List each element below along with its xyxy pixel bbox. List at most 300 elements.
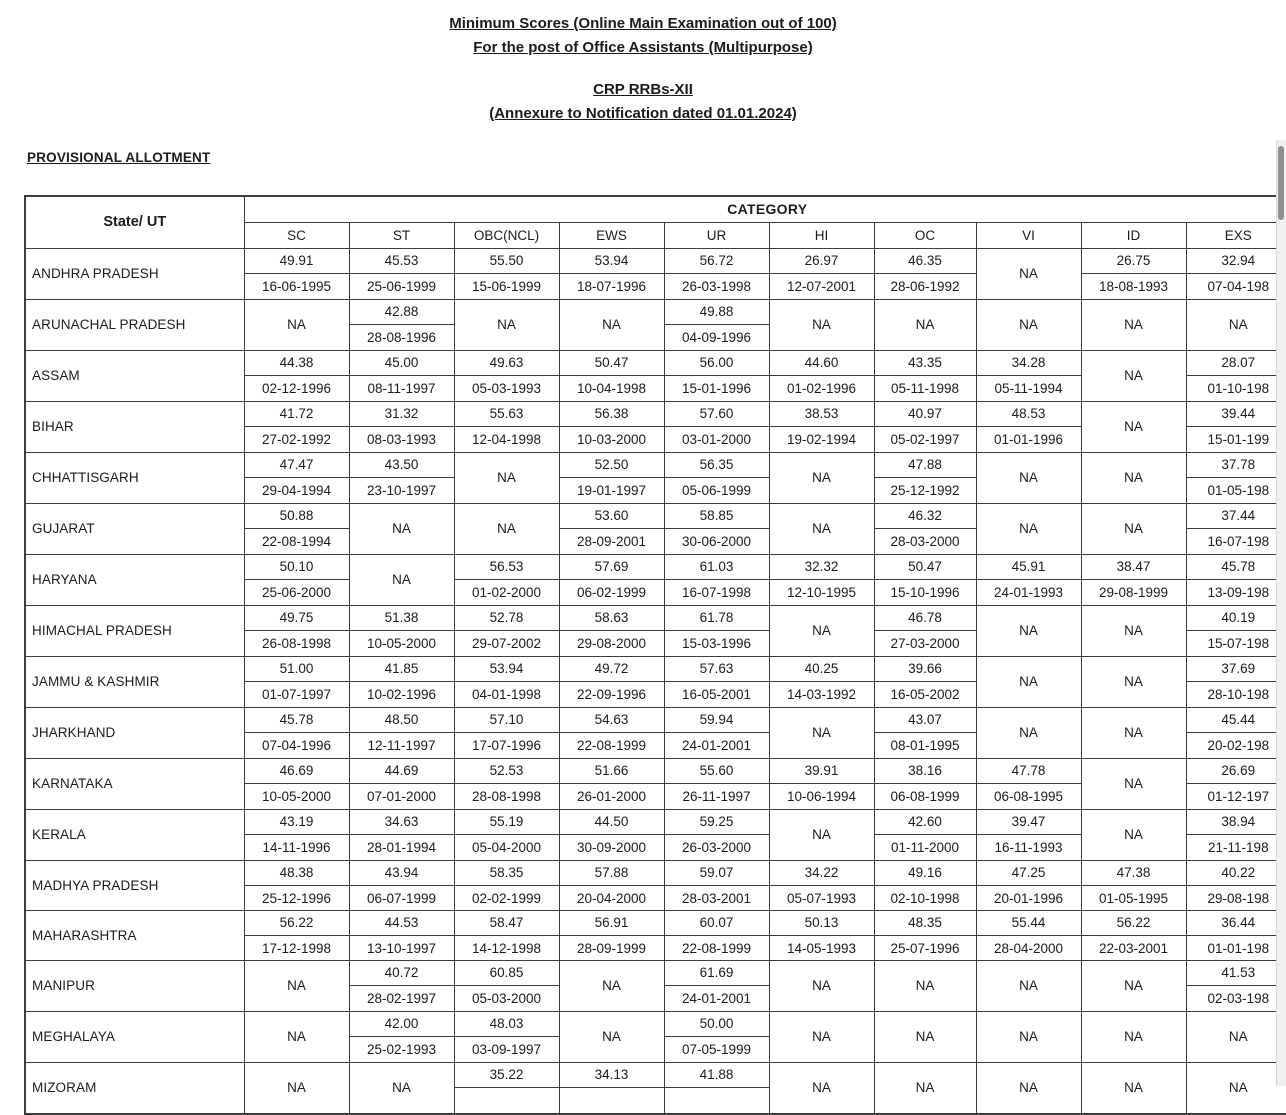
score-value: 60.85 (455, 961, 559, 986)
score-date-cell (244, 452, 349, 503)
score-value: 55.50 (455, 249, 559, 274)
cutoff-date: 23-10-1997 (350, 478, 454, 502)
score-value: 53.94 (560, 249, 664, 274)
score-date-cell (1081, 554, 1186, 605)
score-date-cell (976, 350, 1081, 401)
cutoff-date: 01-01-198 (1187, 936, 1286, 960)
score-date-cell (769, 758, 874, 809)
table-row (25, 452, 1286, 503)
state-cell: BIHAR (25, 401, 244, 452)
na-cell: NA (1081, 299, 1186, 350)
cutoff-date: 28-04-2000 (977, 936, 1081, 960)
score-value: 58.47 (455, 911, 559, 936)
score-date-cell (454, 656, 559, 707)
cutoff-date: 06-08-1995 (977, 784, 1081, 808)
state-cell: MIZORAM (25, 1062, 244, 1114)
score-date-cell (454, 960, 559, 1011)
score-value: 50.10 (245, 555, 349, 580)
cutoff-date: 22-08-1999 (665, 936, 769, 960)
score-date-cell (664, 299, 769, 350)
score-date-cell (349, 960, 454, 1011)
score-date-cell (874, 809, 976, 860)
score-date-cell (244, 656, 349, 707)
cutoff-date: 30-06-2000 (665, 529, 769, 553)
na-cell: NA (559, 1011, 664, 1062)
cutoff-date: 30-09-2000 (560, 835, 664, 859)
score-date-cell (244, 707, 349, 758)
na-cell: NA (244, 960, 349, 1011)
score-value: 52.78 (455, 606, 559, 631)
score-date-cell (349, 452, 454, 503)
score-value: 37.69 (1187, 657, 1286, 682)
cutoff-date: 28-03-2001 (665, 886, 769, 910)
cutoff-date: 20-02-198 (1187, 733, 1286, 757)
na-cell: NA (769, 605, 874, 656)
cutoff-date: 14-11-1996 (245, 835, 349, 859)
score-date-cell (559, 248, 664, 299)
cutoff-date: 16-06-1995 (245, 274, 349, 298)
cutoff-date: 02-03-198 (1187, 986, 1286, 1010)
na-cell: NA (349, 1062, 454, 1114)
score-value: 50.00 (665, 1012, 769, 1037)
cutoff-date: 06-07-1999 (350, 886, 454, 910)
cutoff-date: 29-04-1994 (245, 478, 349, 502)
cutoff-date: 12-07-2001 (770, 274, 874, 298)
cutoff-date: 27-03-2000 (875, 631, 976, 655)
cutoff-date: 01-02-2000 (455, 580, 559, 604)
cutoff-date: 18-08-1993 (1082, 274, 1186, 298)
na-cell: NA (769, 299, 874, 350)
score-value: 34.28 (977, 351, 1081, 376)
score-value: 61.03 (665, 555, 769, 580)
cutoff-date: 07-01-2000 (350, 784, 454, 808)
cutoff-date: 25-06-1999 (350, 274, 454, 298)
score-value: 55.63 (455, 402, 559, 427)
column-header-hi: HI (769, 222, 874, 248)
score-value: 45.91 (977, 555, 1081, 580)
cutoff-date: 28-03-2000 (875, 529, 976, 553)
cutoff-date: 18-07-1996 (560, 274, 664, 298)
score-value: 41.88 (665, 1063, 769, 1088)
cutoff-date: 02-10-1998 (875, 886, 976, 910)
na-cell: NA (976, 452, 1081, 503)
na-cell: NA (1081, 1062, 1186, 1114)
state-cell: MADHYA PRADESH (25, 860, 244, 910)
score-date-cell (664, 860, 769, 910)
cutoff-date: 19-01-1997 (560, 478, 664, 502)
score-value: 49.88 (665, 300, 769, 325)
cutoff-date: 08-03-1993 (350, 427, 454, 451)
score-date-cell (1186, 605, 1286, 656)
score-date-cell (874, 350, 976, 401)
score-value: 51.38 (350, 606, 454, 631)
score-date-cell (874, 554, 976, 605)
score-date-cell (874, 401, 976, 452)
score-value: 34.63 (350, 810, 454, 835)
score-value: 49.63 (455, 351, 559, 376)
cutoff-date: 01-12-197 (1187, 784, 1286, 808)
table-row (25, 248, 1286, 299)
cutoff-date: 01-05-198 (1187, 478, 1286, 502)
cutoff-date: 12-11-1997 (350, 733, 454, 757)
na-cell: NA (1081, 1011, 1186, 1062)
na-cell: NA (1186, 299, 1286, 350)
na-cell: NA (769, 452, 874, 503)
score-value: 50.13 (770, 911, 874, 936)
score-date-cell (454, 707, 559, 758)
score-value: 58.35 (455, 861, 559, 886)
column-header-oc: OC (874, 222, 976, 248)
cutoff-date: 20-04-2000 (560, 886, 664, 910)
na-cell: NA (769, 1011, 874, 1062)
score-value: 56.53 (455, 555, 559, 580)
cutoff-date: 25-12-1996 (245, 886, 349, 910)
score-value: 28.07 (1187, 351, 1286, 376)
score-value: 57.63 (665, 657, 769, 682)
state-cell: JAMMU & KASHMIR (25, 656, 244, 707)
score-date-cell (769, 248, 874, 299)
table-row (25, 605, 1286, 656)
na-cell: NA (454, 503, 559, 554)
score-date-cell (454, 554, 559, 605)
score-value: 45.78 (1187, 555, 1286, 580)
column-header-exs: EXS (1186, 222, 1286, 248)
score-value: 52.50 (560, 453, 664, 478)
cutoff-date: 24-01-1993 (977, 580, 1081, 604)
score-date-cell (664, 401, 769, 452)
score-date-cell (874, 910, 976, 960)
score-date-cell (244, 860, 349, 910)
scrollbar-thumb[interactable] (1278, 146, 1284, 220)
cutoff-date: 16-07-1998 (665, 580, 769, 604)
score-date-cell (1186, 960, 1286, 1011)
na-cell: NA (1186, 1062, 1286, 1114)
score-date-cell (559, 1062, 664, 1114)
score-date-cell (454, 910, 559, 960)
score-value: 46.69 (245, 759, 349, 784)
score-date-cell (454, 401, 559, 452)
score-value: 35.22 (455, 1063, 559, 1088)
cutoff-date: 15-07-198 (1187, 631, 1286, 655)
cutoff-date: 28-09-2001 (560, 529, 664, 553)
score-value: 48.53 (977, 402, 1081, 427)
cutoff-date: 28-08-1998 (455, 784, 559, 808)
table-row (25, 758, 1286, 809)
score-date-cell (454, 350, 559, 401)
state-cell: CHHATTISGARH (25, 452, 244, 503)
score-value: 43.35 (875, 351, 976, 376)
score-date-cell (664, 248, 769, 299)
na-cell: NA (769, 503, 874, 554)
score-date-cell (559, 707, 664, 758)
cutoff-date: 10-04-1998 (560, 376, 664, 400)
score-value: 49.91 (245, 249, 349, 274)
category-group-header: CATEGORY (244, 196, 1286, 222)
score-date-cell (559, 452, 664, 503)
cutoff-date: 26-08-1998 (245, 631, 349, 655)
score-value: 55.60 (665, 759, 769, 784)
score-date-cell (244, 401, 349, 452)
state-cell: GUJARAT (25, 503, 244, 554)
state-cell: MEGHALAYA (25, 1011, 244, 1062)
cutoff-date: 14-03-1992 (770, 682, 874, 706)
cutoff-date: 21-11-198 (1187, 835, 1286, 859)
table-row (25, 401, 1286, 452)
score-date-cell (244, 350, 349, 401)
score-date-cell (1186, 452, 1286, 503)
title-line-4: (Annexure to Notification dated 01.01.2024) (0, 102, 1286, 126)
score-value: 47.88 (875, 453, 976, 478)
score-date-cell (874, 656, 976, 707)
score-date-cell (664, 554, 769, 605)
score-date-cell (976, 554, 1081, 605)
score-value: 41.53 (1187, 961, 1286, 986)
score-date-cell (349, 299, 454, 350)
na-cell: NA (1081, 960, 1186, 1011)
score-date-cell (349, 860, 454, 910)
na-cell: NA (454, 299, 559, 350)
na-cell: NA (976, 605, 1081, 656)
score-date-cell (664, 960, 769, 1011)
cutoff-date: 08-11-1997 (350, 376, 454, 400)
column-header-sc: SC (244, 222, 349, 248)
score-date-cell (1186, 758, 1286, 809)
score-value: 40.19 (1187, 606, 1286, 631)
score-value: 61.78 (665, 606, 769, 631)
score-date-cell (454, 758, 559, 809)
cutoff-date: 17-12-1998 (245, 936, 349, 960)
score-date-cell (874, 860, 976, 910)
cutoff-date: 16-05-2001 (665, 682, 769, 706)
score-date-cell (976, 758, 1081, 809)
na-cell: NA (769, 809, 874, 860)
na-cell: NA (454, 452, 559, 503)
score-value: 36.44 (1187, 911, 1286, 936)
cutoff-date: 22-08-1994 (245, 529, 349, 553)
na-cell: NA (244, 299, 349, 350)
score-date-cell (1186, 248, 1286, 299)
na-cell: NA (349, 503, 454, 554)
cutoff-date: 26-03-2000 (665, 835, 769, 859)
score-value: 60.07 (665, 911, 769, 936)
na-cell: NA (1081, 452, 1186, 503)
score-value: 56.22 (1082, 911, 1186, 936)
score-value: 34.22 (770, 861, 874, 886)
score-value: 39.66 (875, 657, 976, 682)
na-cell: NA (349, 554, 454, 605)
score-value: 38.16 (875, 759, 976, 784)
score-date-cell (664, 452, 769, 503)
score-value: 40.25 (770, 657, 874, 682)
cutoff-date: 25-02-1993 (350, 1037, 454, 1061)
score-value: 43.94 (350, 861, 454, 886)
score-date-cell (874, 452, 976, 503)
score-date-cell (454, 1011, 559, 1062)
score-date-cell (559, 860, 664, 910)
score-date-cell (976, 860, 1081, 910)
na-cell: NA (976, 656, 1081, 707)
score-date-cell (769, 910, 874, 960)
cutoff-date: 10-02-1996 (350, 682, 454, 706)
score-date-cell (769, 860, 874, 910)
score-value: 45.00 (350, 351, 454, 376)
score-date-cell (349, 401, 454, 452)
score-date-cell (1186, 503, 1286, 554)
score-value: 59.07 (665, 861, 769, 886)
score-date-cell (349, 1011, 454, 1062)
cutoff-date: 05-03-2000 (455, 986, 559, 1010)
cutoff-date: 12-10-1995 (770, 580, 874, 604)
table-row (25, 860, 1286, 910)
na-cell: NA (769, 1062, 874, 1114)
score-value: 61.69 (665, 961, 769, 986)
score-date-cell (1186, 656, 1286, 707)
table-body (25, 248, 1286, 1114)
cutoff-date: 03-01-2000 (665, 427, 769, 451)
cutoff-date: 28-10-198 (1187, 682, 1286, 706)
score-date-cell (559, 605, 664, 656)
score-value: 39.44 (1187, 402, 1286, 427)
score-date-cell (244, 758, 349, 809)
table-row (25, 503, 1286, 554)
score-date-cell (874, 707, 976, 758)
na-cell: NA (976, 1062, 1081, 1114)
cutoff-date: 29-08-1999 (1082, 580, 1186, 604)
cutoff-date: 05-02-1997 (875, 427, 976, 451)
score-date-cell (559, 554, 664, 605)
score-value: 56.38 (560, 402, 664, 427)
cutoff-date: 22-09-1996 (560, 682, 664, 706)
column-header-ews: EWS (559, 222, 664, 248)
cutoff-date: 05-06-1999 (665, 478, 769, 502)
column-header-ur: UR (664, 222, 769, 248)
title-line-1: Minimum Scores (Online Main Examination out of 100) (0, 12, 1286, 36)
column-header-st: ST (349, 222, 454, 248)
score-value: 57.88 (560, 861, 664, 886)
cutoff-date: 04-01-1998 (455, 682, 559, 706)
table-row (25, 554, 1286, 605)
na-cell: NA (1081, 350, 1186, 401)
score-date-cell (244, 809, 349, 860)
cutoff-date: 01-05-1995 (1082, 886, 1186, 910)
score-date-cell (1081, 248, 1186, 299)
score-value: 42.88 (350, 300, 454, 325)
score-date-cell (1186, 910, 1286, 960)
score-value: 50.47 (875, 555, 976, 580)
score-date-cell (664, 758, 769, 809)
score-date-cell (874, 503, 976, 554)
score-value: 31.32 (350, 402, 454, 427)
score-date-cell (454, 605, 559, 656)
cutoff-date: 26-01-2000 (560, 784, 664, 808)
score-date-cell (559, 401, 664, 452)
score-date-cell (769, 554, 874, 605)
score-date-cell (559, 503, 664, 554)
score-value: 59.25 (665, 810, 769, 835)
score-value: 56.22 (245, 911, 349, 936)
cutoff-date: 22-08-1999 (560, 733, 664, 757)
cutoff-date: 01-01-1996 (977, 427, 1081, 451)
score-date-cell (664, 1011, 769, 1062)
score-date-cell (874, 605, 976, 656)
cutoff-date: 15-01-199 (1187, 427, 1286, 451)
na-cell: NA (874, 960, 976, 1011)
scores-table-wrapper (24, 195, 1286, 1115)
score-value: 53.94 (455, 657, 559, 682)
score-value: 50.47 (560, 351, 664, 376)
score-date-cell (664, 910, 769, 960)
score-date-cell (244, 503, 349, 554)
cutoff-date: 26-03-1998 (665, 274, 769, 298)
score-value: 26.97 (770, 249, 874, 274)
score-value: 39.47 (977, 810, 1081, 835)
cutoff-date: 05-03-1993 (455, 376, 559, 400)
score-date-cell (1081, 860, 1186, 910)
score-value: 59.94 (665, 708, 769, 733)
score-value: 48.35 (875, 911, 976, 936)
cutoff-date: 15-06-1999 (455, 274, 559, 298)
score-value: 49.16 (875, 861, 976, 886)
state-cell: MANIPUR (25, 960, 244, 1011)
score-date-cell (244, 605, 349, 656)
table-row (25, 1011, 1286, 1062)
na-cell: NA (874, 299, 976, 350)
score-date-cell (349, 350, 454, 401)
na-cell: NA (1081, 809, 1186, 860)
score-date-cell (454, 860, 559, 910)
score-date-cell (1186, 350, 1286, 401)
document-title-block (0, 12, 1286, 126)
cutoff-date: 28-09-1999 (560, 936, 664, 960)
vertical-scrollbar[interactable] (1276, 140, 1286, 1086)
cutoff-date: 05-04-2000 (455, 835, 559, 859)
cutoff-date: 17-07-1996 (455, 733, 559, 757)
na-cell: NA (1081, 401, 1186, 452)
table-row (25, 1062, 1286, 1114)
cutoff-date: 15-03-1996 (665, 631, 769, 655)
score-value: 39.91 (770, 759, 874, 784)
score-date-cell (244, 910, 349, 960)
score-date-cell (454, 1062, 559, 1114)
cutoff-date: 03-09-1997 (455, 1037, 559, 1061)
score-date-cell (559, 350, 664, 401)
score-value: 58.63 (560, 606, 664, 631)
cutoff-date: 24-01-2001 (665, 986, 769, 1010)
column-header-vi: VI (976, 222, 1081, 248)
score-value: 52.53 (455, 759, 559, 784)
score-value: 44.69 (350, 759, 454, 784)
cutoff-date: 29-08-2000 (560, 631, 664, 655)
score-date-cell (244, 248, 349, 299)
cutoff-date (455, 1088, 559, 1112)
table-header (25, 196, 1286, 248)
cutoff-date: 02-02-1999 (455, 886, 559, 910)
cutoff-date: 13-10-1997 (350, 936, 454, 960)
score-value: 26.69 (1187, 759, 1286, 784)
score-date-cell (664, 1062, 769, 1114)
score-date-cell (349, 248, 454, 299)
score-value: 41.72 (245, 402, 349, 427)
score-value: 56.00 (665, 351, 769, 376)
state-cell: HARYANA (25, 554, 244, 605)
score-date-cell (454, 248, 559, 299)
na-cell: NA (976, 1011, 1081, 1062)
table-row (25, 299, 1286, 350)
na-cell: NA (874, 1011, 976, 1062)
score-value: 42.60 (875, 810, 976, 835)
na-cell: NA (244, 1011, 349, 1062)
cutoff-date: 02-12-1996 (245, 376, 349, 400)
